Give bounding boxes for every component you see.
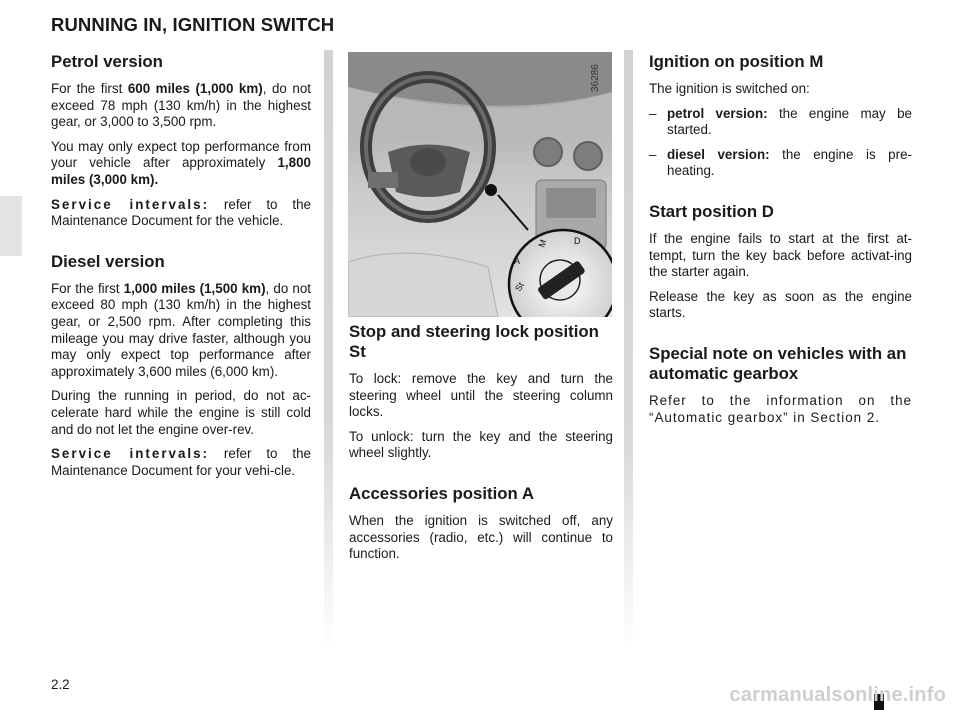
dial-label-m: M bbox=[536, 238, 549, 249]
text-bold: 1,800 miles (3,000 km). bbox=[51, 155, 311, 187]
text-spaced-bold: Service intervals: bbox=[51, 196, 210, 212]
stop-paragraph-2: To unlock: turn the key and the steering wheel slightly. bbox=[349, 428, 613, 461]
diesel-paragraph-1 bbox=[51, 281, 311, 381]
petrol-paragraph-1 bbox=[51, 81, 311, 131]
column-divider bbox=[624, 50, 633, 650]
watermark: carmanualsonline.info bbox=[729, 684, 946, 706]
text: the engine is pre-heating. bbox=[667, 146, 912, 179]
heading-accessories-position: Accessories position A bbox=[349, 483, 534, 503]
column-divider bbox=[324, 50, 333, 650]
dial-label-st: St bbox=[513, 280, 526, 293]
text-bold: 600 miles (1,000 km) bbox=[127, 81, 263, 96]
start-paragraph-2: Release the key as soon as the engine starts. bbox=[649, 288, 912, 321]
text-bold: petrol version: bbox=[667, 105, 768, 121]
figure-reference-number: 36286 bbox=[590, 64, 601, 92]
heading-diesel: Diesel version bbox=[51, 251, 165, 271]
column-middle bbox=[349, 322, 613, 571]
text: , do not exceed 78 mph (130 km/h) in the highest gear, or 3,000 to 3,500 rpm. bbox=[51, 81, 312, 130]
text: For the first bbox=[51, 81, 128, 96]
text: refer to the Maintenance Document for the vehicle. bbox=[51, 196, 311, 229]
diesel-paragraph-2: During the running in period, do not ac-celerate hard while the engine is still cold and do not let the engine over-rev. bbox=[51, 388, 311, 437]
column-left bbox=[51, 52, 311, 487]
accessories-paragraph: When the ignition is switched off, any accessories (radio, etc.) will continue to function. bbox=[349, 512, 613, 562]
heading-stop-position: Stop and steering lock position St bbox=[349, 322, 599, 361]
stop-paragraph-1: To lock: remove the key and turn the steering wheel until the steering column locks. bbox=[349, 371, 613, 420]
petrol-paragraph-2 bbox=[51, 139, 311, 189]
column-right bbox=[649, 52, 912, 434]
heading-start-position: Start position D bbox=[649, 201, 774, 221]
automatic-paragraph bbox=[649, 393, 912, 426]
text: , do not exceed 80 mph (130 km/h) in the highest gear, or 2,500 rpm. After completing this mileage you may drive faster, although you may only expect top performance after approximately 3,600 miles (6,000 km). bbox=[51, 280, 311, 379]
section-tab bbox=[0, 196, 22, 256]
list-item bbox=[649, 106, 912, 139]
dashboard-drawing bbox=[348, 52, 612, 317]
page-title: RUNNING IN, IGNITION SWITCH bbox=[51, 14, 335, 35]
text-spaced-bold: Service intervals: bbox=[51, 446, 210, 462]
list-item bbox=[649, 147, 912, 180]
dial-label-d: D bbox=[574, 236, 581, 246]
ignition-intro: The ignition is switched on: bbox=[649, 81, 810, 96]
text-bold: 1,000 miles (1,500 km) bbox=[123, 280, 266, 296]
dial-label-a: A bbox=[514, 256, 521, 266]
text-bold: diesel version: bbox=[667, 146, 770, 162]
petrol-paragraph-3 bbox=[51, 197, 311, 230]
heading-automatic-gearbox: Special note on vehicles with an automatic gearbox bbox=[649, 343, 907, 383]
text: Refer to the information on the “Automatic gearbox” in Section 2. bbox=[649, 392, 912, 425]
start-paragraph-1: If the engine fails to start at the first at-tempt, turn the key back before activat-ing the starter again. bbox=[649, 230, 912, 280]
text: You may only expect top performance from your vehicle after approximately bbox=[51, 138, 311, 171]
ignition-illustration bbox=[348, 52, 612, 317]
page-number: 2.2 bbox=[51, 677, 70, 692]
text: For the first bbox=[51, 280, 124, 296]
ignition-list bbox=[649, 106, 912, 180]
text: the engine may be started. bbox=[667, 105, 912, 138]
heading-petrol: Petrol version bbox=[51, 52, 163, 71]
text: refer to the Maintenance Document for your vehi-cle. bbox=[51, 446, 311, 478]
heading-ignition-position: Ignition on position M bbox=[649, 52, 824, 71]
diesel-paragraph-3 bbox=[51, 446, 311, 479]
